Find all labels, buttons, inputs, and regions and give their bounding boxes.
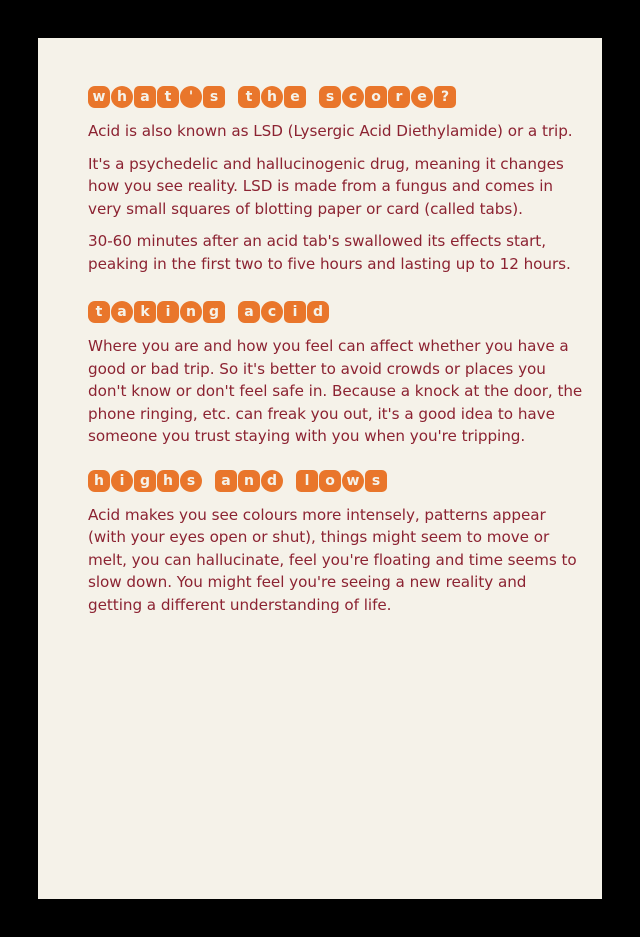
heading-word <box>88 301 226 323</box>
heading-letter: o <box>319 470 341 492</box>
section-heading <box>88 86 584 108</box>
heading-letter: e <box>284 86 306 108</box>
heading-letter: k <box>134 301 156 323</box>
paragraph: Where you are and how you feel can affect whether you have a good or bad trip. So it's better to avoid crowds or places you don't know or don't feel safe in. Because a knock at the door, the phone ringing, etc. can freak you out, it's a good idea to have someone you trust staying with you when you're tripping. <box>88 337 583 445</box>
heading-letter: h <box>111 86 133 108</box>
heading-letter: s <box>203 86 225 108</box>
paragraph: Acid is also known as LSD (Lysergic Acid Diethylamide) or a trip. <box>88 122 573 140</box>
heading-letter: s <box>180 470 202 492</box>
heading-letter: s <box>365 470 387 492</box>
heading-word <box>319 86 457 108</box>
heading-letter: o <box>365 86 387 108</box>
heading-letter: t <box>88 301 110 323</box>
heading-letter: h <box>157 470 179 492</box>
heading-letter: h <box>261 86 283 108</box>
heading-word <box>88 86 226 108</box>
paragraph: It's a psychedelic and hallucinogenic drug, meaning it changes how you see reality. LSD is made from a fungus and comes in very small squares of blotting paper or card (called tabs). <box>88 154 564 218</box>
heading-letter: t <box>157 86 179 108</box>
leaflet-page <box>38 38 602 899</box>
heading-word <box>88 470 203 492</box>
section-heading <box>88 301 584 323</box>
heading-letter: ' <box>180 86 202 108</box>
heading-letter: a <box>134 86 156 108</box>
heading-letter: ? <box>434 86 456 108</box>
heading-letter: s <box>319 86 341 108</box>
heading-letter: a <box>238 301 260 323</box>
heading-letter: c <box>342 86 364 108</box>
section-highs-and-lows <box>88 470 584 617</box>
heading-letter: e <box>411 86 433 108</box>
heading-letter: d <box>261 470 283 492</box>
section-heading <box>88 470 584 492</box>
heading-letter: n <box>180 301 202 323</box>
heading-letter: l <box>296 470 318 492</box>
heading-letter: a <box>111 301 133 323</box>
heading-letter: c <box>261 301 283 323</box>
heading-word <box>296 470 388 492</box>
heading-letter: h <box>88 470 110 492</box>
heading-letter: d <box>307 301 329 323</box>
paragraph: 30-60 minutes after an acid tab's swallowed its effects start, peaking in the first two to five hours and lasting up to 12 hours. <box>88 232 571 273</box>
heading-letter: w <box>88 86 110 108</box>
heading-letter: r <box>388 86 410 108</box>
heading-letter: i <box>111 470 133 492</box>
heading-word <box>238 301 330 323</box>
section-whats-the-score <box>88 86 584 275</box>
heading-letter: t <box>238 86 260 108</box>
heading-letter: g <box>134 470 156 492</box>
heading-letter: i <box>284 301 306 323</box>
heading-letter: a <box>215 470 237 492</box>
heading-letter: w <box>342 470 364 492</box>
paragraph: Acid makes you see colours more intensely, patterns appear (with your eyes open or shut), things might seem to move or melt, you can hallucinate, feel you're floating and time seems to slow down. You might feel you're seeing a new reality and getting a different understanding of life. <box>88 505 577 614</box>
heading-word <box>215 470 284 492</box>
heading-letter: i <box>157 301 179 323</box>
heading-letter: g <box>203 301 225 323</box>
heading-letter: n <box>238 470 260 492</box>
heading-word <box>238 86 307 108</box>
section-taking-acid <box>88 301 584 448</box>
